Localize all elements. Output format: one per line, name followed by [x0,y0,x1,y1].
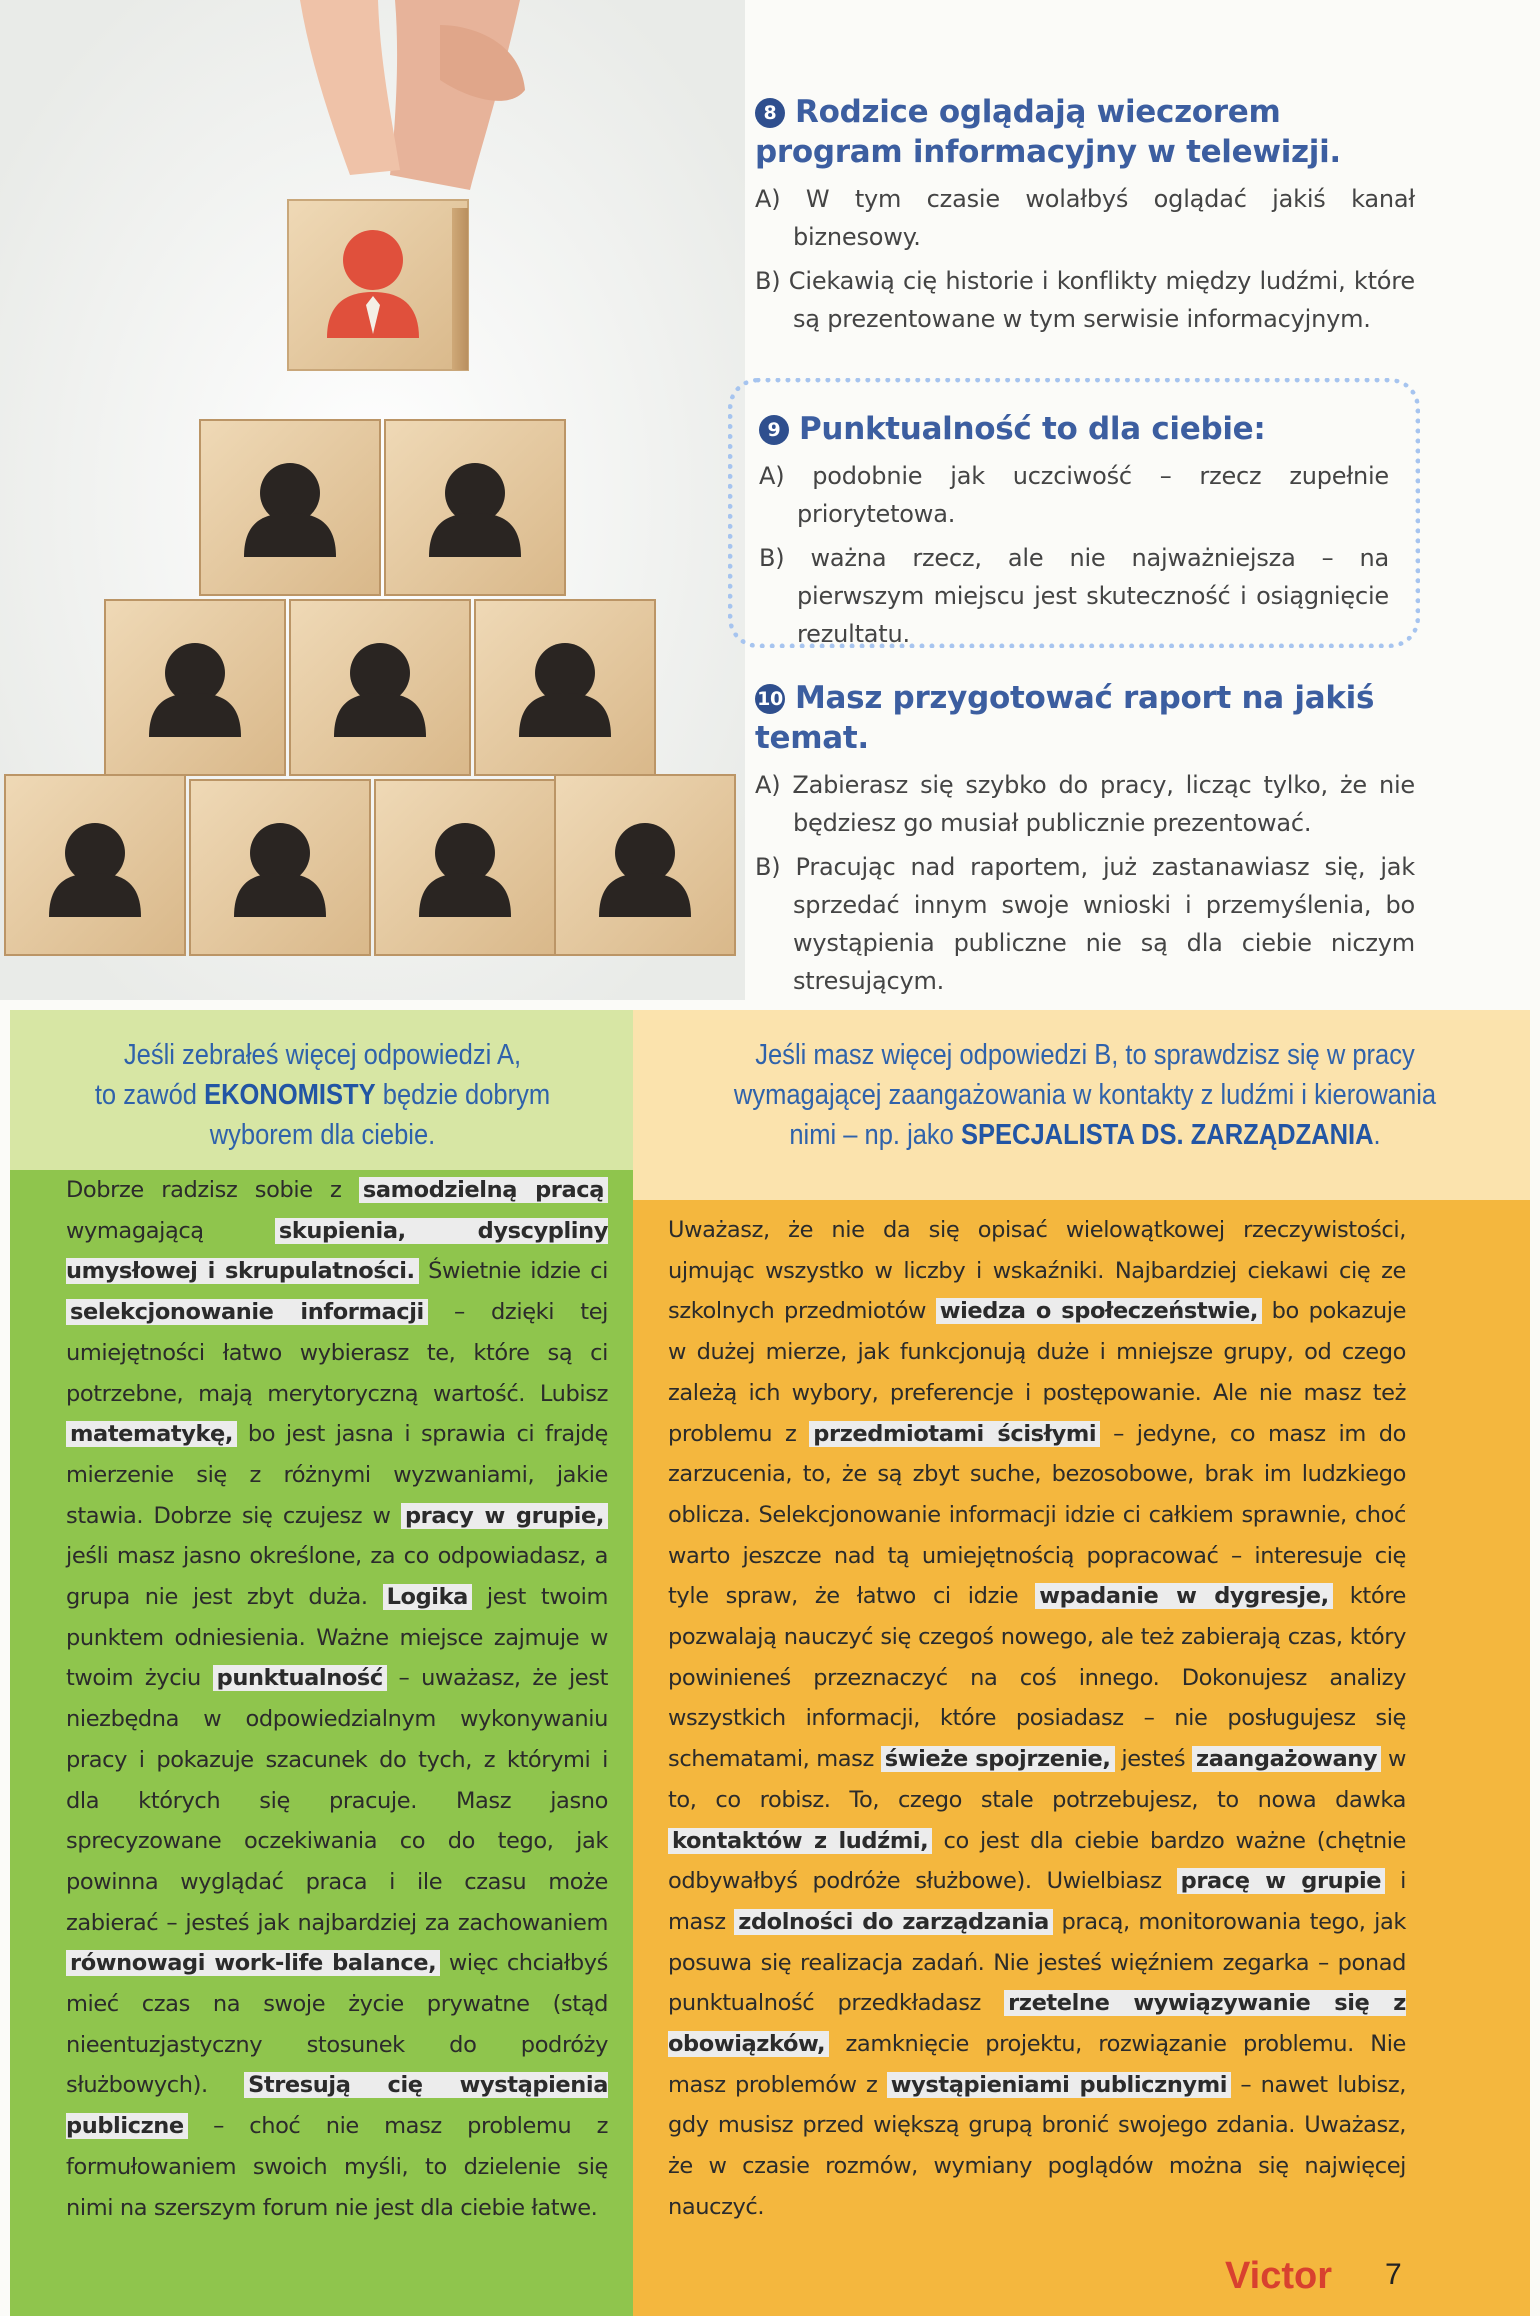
profession-name: EKONOMISTY [204,1079,376,1111]
red-person-block [288,200,468,370]
option-b: B) ważna rzecz, ale nie najważniejsza – na pierwszym miejscu jest skuteczność i osiągnięcie rezultatu. [759,544,1389,648]
question-8 [755,92,1415,344]
option-a: A) Zabierasz się szybko do pracy, licząc tylko, że nie będziesz go musiał publicznie prezentować. [755,771,1415,837]
brand-logo: Victor [1225,2255,1333,2297]
question-9 [728,378,1420,648]
option-a: A) podobnie jak uczciwość – rzecz zupełnie priorytetowa. [759,462,1389,528]
question-10 [755,678,1415,1006]
question-title: 9 Punktualność to dla ciebie: [759,409,1389,449]
page-number: 7 [1385,2258,1402,2291]
question-title: 8 Rodzice oglądają wieczorem program informacyjny w telewizji. [755,94,1341,170]
pyramid-row-2 [105,600,655,775]
question-number: 9 [759,415,789,445]
question-title: 10 Masz przygotować raport na jakiś temat. [755,680,1375,756]
question-number: 10 [755,684,785,714]
result-a-description: Dobrze radzisz sobie z samodzielną pracą wymagającą skupienia, dyscypliny umysłowej i skrupulatności. Świetnie idzie ci selekcjonowanie informacji – dzięki tej umiejętności łatwo wybierasz te, które są ci potrzebne, mają merytoryczną wartość. Lubisz matematykę, bo jest jasna i sprawia ci frajdę mierzenie się z różnymi wyzwaniami, jakie stawia. Dobrze się czujesz w pracy w grupie, jeśli masz jasno określone, za co odpowiadasz, a grupa nie jest zbyt duża. Logika jest twoim punktem odniesienia. Ważne miejsce zajmuje w twoim życiu punktualność – uważasz, że jest niezbędna w odpowiedzialnym wykonywaniu pracy i pokazuje szacunek do tych, z którymi i dla których się pracuje. Masz jasno sprecyzowane oczekiwania co do tego, jak powinna wyglądać praca i ile czasu może zabierać – jesteś jak najbardziej za zachowaniem równowagi work-life balance, więc chciałbyś mieć czas na swoje życie prywatne (stąd nieentuzjastyczny stosunek do podróży służbowych). Stresują cię wystąpienia publiczne – choć nie masz problemu z formułowaniem swoich myśli, to dzielenie się nimi na szerszym forum nie jest dla ciebie łatwe. [66,1177,609,2221]
profession-name: SPECJALISTA DS. ZARZĄDZANIA [960,1119,1374,1151]
pyramid-row-3 [5,775,735,955]
option-b: B) Ciekawią cię historie i konflikty między ludźmi, które są prezentowane w tym serwisie informacyjnym. [755,267,1415,333]
people-pyramid-illustration [0,0,745,1000]
option-b: B) Pracując nad raportem, już zastanawiasz się, jak sprzedać innym swoje wnioski i przemyślenia, bo wystąpienia publiczne nie są dla ciebie niczym stresującym. [755,853,1415,995]
option-a: A) W tym czasie wolałbyś oglądać jakiś kanał biznesowy. [755,185,1415,251]
result-b-intro: Jeśli masz więcej odpowiedzi B, to sprawdzisz się w pracy wymagającej zaangażowania w kontakty z ludźmi i kierowania nimi – np. jako SPECJALISTA DS. ZARZĄDZANIA. [733,1039,1437,1151]
result-b-description: Uważasz, że nie da się opisać wielowątkowej rzeczywistości, ujmując wszystko w liczby i wskaźniki. Najbardziej ciekawi cię ze szkolnych przedmiotów wiedza o społeczeństwie, bo pokazuje w dużej mierze, jak funkcjonują duże i mniejsze grupy, od czego zależą ich wybory, preferencje i postępowanie. Ale nie masz też problemu z przedmiotami ścisłymi – jedyne, co masz im do zarzucenia, to, że są zbyt suche, bezosobowe, brak im ludzkiego oblicza. Selekcjonowanie informacji idzie ci całkiem sprawnie, choć warto jeszcze nad tą umiejętnością popracować – interesuje cię tyle spraw, że łatwo ci idzie wpadanie w dygresje, które pozwalają nauczyć się czegoś nowego, ale też zabierają czas, który powinieneś przeznaczyć na coś innego. Dokonujesz analizy wszystkich informacji, które posiadasz – nie posługujesz się schematami, masz świeże spojrzenie, jesteś zaangażowany w to, co robisz. To, czego stale potrzebujesz, to nowa dawka kontaktów z ludźmi, co jest dla ciebie bardzo ważne (chętnie odbywałbyś podróże służbowe). Uwielbiasz pracę w grupie i masz zdolności do zarządzania pracą, monitorowania tego, jak posuwa się realizacja zadań. Nie jesteś więźniem zegarka – ponad punktualność przedkładasz rzetelne wywiązywanie się z obowiązków, zamknięcie projektu, rozwiązanie problemu. Nie masz problemów z wystąpieniami publicznymi – nawet lubisz, gdy musisz przed większą grupą bronić swojego zdania. Uważasz, że w czasie rozmów, wymiany poglądów można się najwięcej nauczyć. [668,1217,1407,2220]
question-number: 8 [755,98,785,128]
result-a-intro: Jeśli zebrałeś więcej odpowiedzi A, to zawód EKONOMISTY będzie dobrym wyborem dla ciebie. [94,1039,551,1151]
